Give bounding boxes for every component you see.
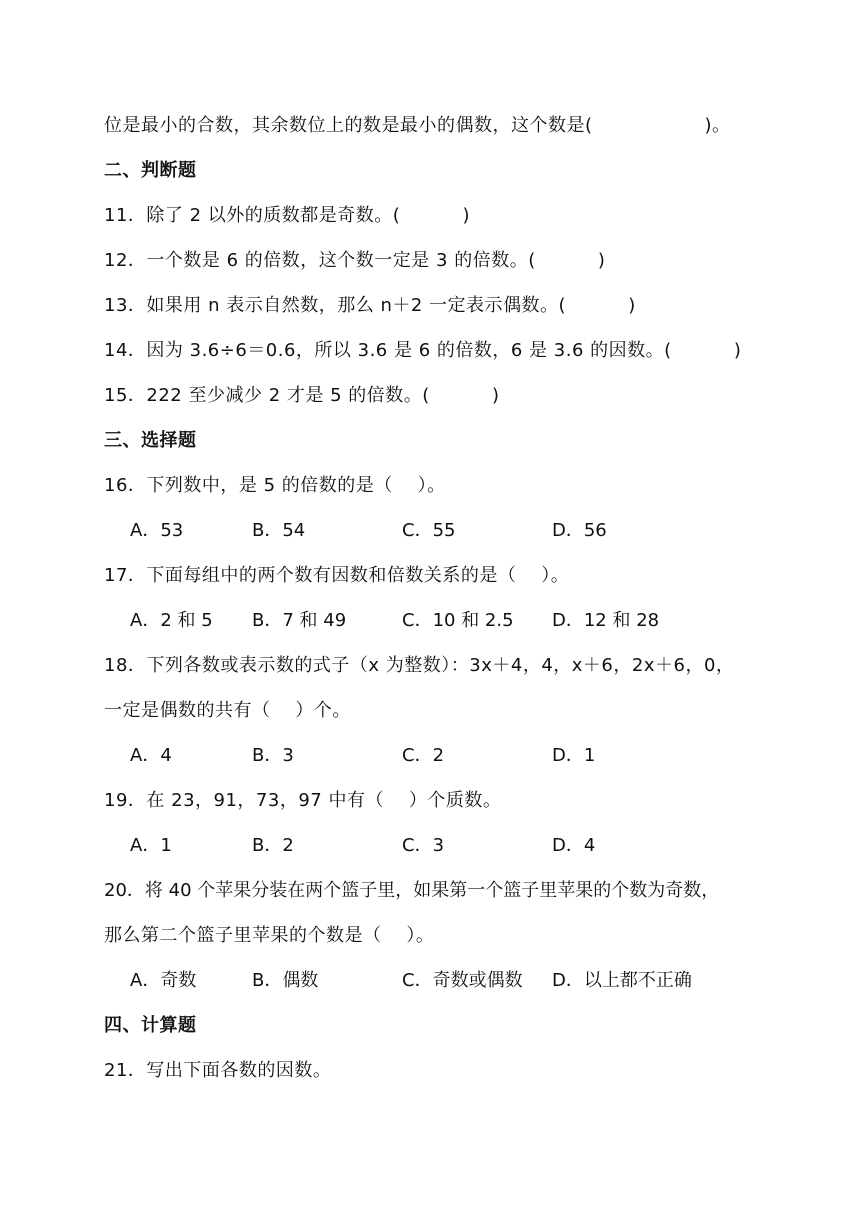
section-title-choice: 三、选择题 bbox=[104, 430, 197, 451]
q18-option-c: C．2 bbox=[402, 745, 445, 766]
q20-option-a: A．奇数 bbox=[130, 970, 197, 991]
q20-option-d: D．以上都不正确 bbox=[552, 970, 692, 991]
q18-option-a: A．4 bbox=[130, 745, 172, 766]
question-18: 18．下列各数或表示数的式子（x 为整数）：3x＋4，4，x＋6，2x＋6，0， bbox=[104, 655, 735, 676]
question-17: 17．下面每组中的两个数有因数和倍数关系的是（ ）。 bbox=[104, 565, 570, 586]
question-19: 19．在 23，91，73，97 中有（ ）个质数。 bbox=[104, 790, 502, 811]
question-18-continued: 一定是偶数的共有（ ）个。 bbox=[104, 700, 351, 721]
question-12: 12．一个数是 6 的倍数，这个数一定是 3 的倍数。( ) bbox=[104, 250, 606, 271]
section-title-judgement: 二、判断题 bbox=[104, 160, 197, 181]
q20-option-b: B．偶数 bbox=[252, 970, 319, 991]
q16-option-c: C．55 bbox=[402, 520, 456, 541]
q18-option-d: D．1 bbox=[552, 745, 596, 766]
q17-option-b: B．7 和 49 bbox=[252, 610, 347, 631]
question-14: 14．因为 3.6÷6＝0.6，所以 3.6 是 6 的倍数，6 是 3.6 的因数。( ) bbox=[104, 340, 742, 361]
q16-option-b: B．54 bbox=[252, 520, 306, 541]
question-13: 13．如果用 n 表示自然数，那么 n＋2 一定表示偶数。( ) bbox=[104, 295, 636, 316]
question-11: 11．除了 2 以外的质数都是奇数。( ) bbox=[104, 205, 471, 226]
q19-option-b: B．2 bbox=[252, 835, 294, 856]
q16-option-d: D．56 bbox=[552, 520, 607, 541]
q17-option-a: A．2 和 5 bbox=[130, 610, 213, 631]
question-20-continued: 那么第二个篮子里苹果的个数是（ ）。 bbox=[104, 925, 435, 946]
question-16: 16．下列数中，是 5 的倍数的是（ ）。 bbox=[104, 475, 446, 496]
section-title-calculation: 四、计算题 bbox=[104, 1015, 197, 1036]
q16-option-a: A．53 bbox=[130, 520, 184, 541]
q19-option-d: D．4 bbox=[552, 835, 596, 856]
q19-option-c: C．3 bbox=[402, 835, 445, 856]
intro-line: 位是最小的合数，其余数位上的数是最小的偶数，这个数是( )。 bbox=[104, 115, 731, 136]
question-21: 21．写出下面各数的因数。 bbox=[104, 1060, 332, 1081]
q18-option-b: B．3 bbox=[252, 745, 294, 766]
q17-option-c: C．10 和 2.5 bbox=[402, 610, 514, 631]
q20-option-c: C．奇数或偶数 bbox=[402, 970, 523, 991]
question-20: 20．将 40 个苹果分装在两个篮子里，如果第一个篮子里苹果的个数为奇数， bbox=[104, 880, 720, 901]
q19-option-a: A．1 bbox=[130, 835, 172, 856]
question-15: 15．222 至少减少 2 才是 5 的倍数。( ) bbox=[104, 385, 500, 406]
q17-option-d: D．12 和 28 bbox=[552, 610, 660, 631]
